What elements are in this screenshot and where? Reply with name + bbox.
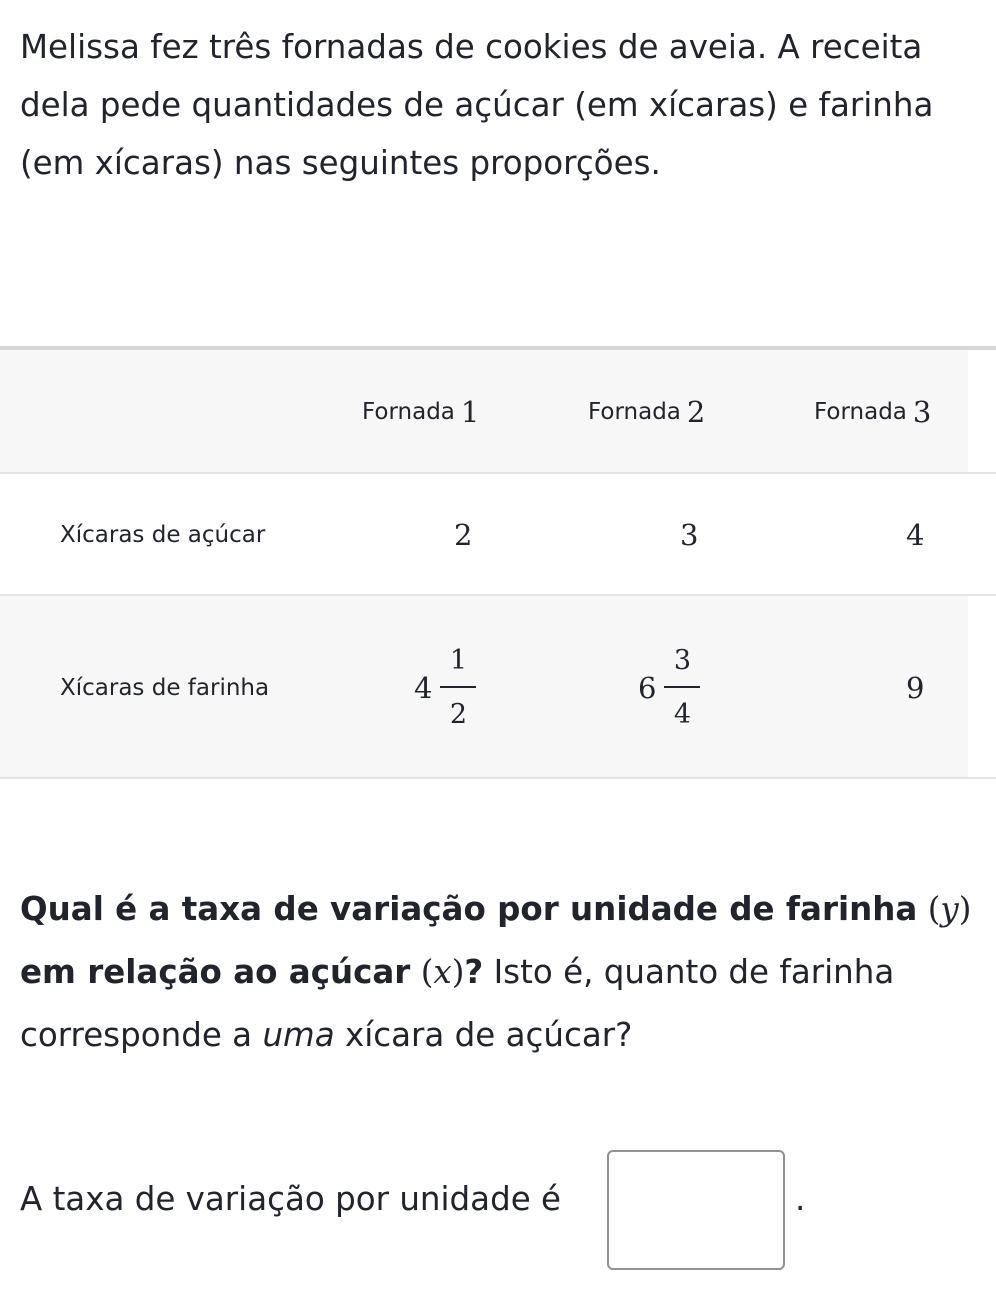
- variable-x: x: [433, 953, 452, 991]
- intro-line-2: dela pede quantidades de açúcar (em xícaras) e farinha: [20, 86, 934, 124]
- intro-line-3: (em xícaras) nas seguintes proporções.: [20, 144, 661, 182]
- table-header-row: [0, 350, 996, 474]
- sugar-value-2: 3: [680, 518, 699, 552]
- flour-value-3: 9: [906, 670, 925, 705]
- answer-input[interactable]: [607, 1150, 785, 1270]
- problem-intro: [20, 18, 996, 192]
- intro-line-1: Melissa fez três fornadas de cookies de aveia. A receita: [20, 28, 923, 66]
- header-batch-1: Fornada 1: [362, 395, 480, 429]
- row-label-flour: Xícaras de farinha: [60, 674, 270, 701]
- question-text: Qual é a taxa de variação por unidade de farinha (y) em relação ao açúcar (x)? Isto é, quanto de farinha corresponde a uma xícara de açúcar?: [20, 890, 972, 1054]
- answer-prompt: A taxa de variação por unidade é: [20, 1180, 562, 1218]
- row-label-sugar: Xícaras de açúcar: [60, 522, 266, 548]
- answer-period: .: [795, 1180, 806, 1218]
- variable-y: y: [940, 890, 959, 928]
- header-batch-2: Fornada 2: [588, 395, 706, 429]
- flour-value-2: 6 $\frac{3}{4}$: [638, 596, 700, 779]
- table-row: [0, 596, 996, 779]
- sugar-value-3: 4: [906, 518, 925, 552]
- flour-value-1: 4 $\frac{1}{2}$: [414, 596, 476, 779]
- sugar-value-1: 2: [454, 518, 473, 552]
- table-row: [0, 474, 996, 596]
- header-batch-3: Fornada 3: [814, 395, 932, 429]
